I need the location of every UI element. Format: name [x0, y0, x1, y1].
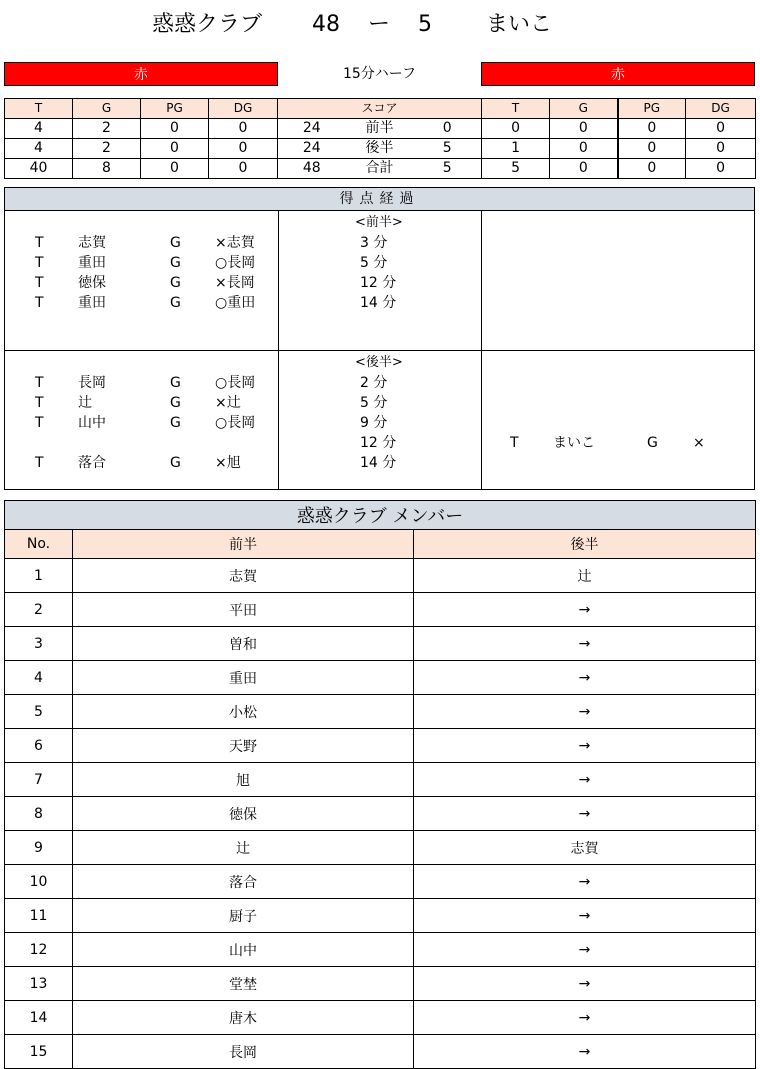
member-second-half: 志賀	[414, 831, 756, 865]
away-half-score: 0	[414, 119, 482, 139]
home-score: 48	[312, 12, 340, 37]
score-table	[4, 98, 756, 179]
table-row	[5, 865, 756, 899]
event-conversion-result: ×辻	[215, 395, 241, 411]
table-row	[5, 763, 756, 797]
home-t: 40	[5, 159, 73, 179]
event-conversion-result: ○長岡	[215, 255, 256, 271]
event-player: 徳保	[78, 275, 106, 291]
home-half-score: 24	[278, 119, 346, 139]
member-no: 12	[5, 933, 73, 967]
event-conversion-result: ○長岡	[215, 375, 256, 391]
event-type: T	[35, 415, 44, 431]
event-time: 14 分	[360, 455, 397, 471]
home-color-badge: 赤	[4, 62, 278, 86]
event-type: T	[35, 275, 44, 291]
table-row	[5, 933, 756, 967]
member-no: 15	[5, 1035, 73, 1069]
table-row	[5, 967, 756, 1001]
member-second-half: →	[414, 933, 756, 967]
member-first-half: 厨子	[73, 899, 414, 933]
event-player: 重田	[78, 255, 106, 271]
member-no: 6	[5, 729, 73, 763]
away-t: 0	[482, 119, 550, 139]
event-type: T	[35, 295, 44, 311]
event-player: 志賀	[78, 235, 106, 251]
event-conversion-result: ×旭	[215, 455, 241, 471]
member-second-half: →	[414, 593, 756, 627]
half-label: 前半	[346, 119, 414, 139]
col-header: PG	[618, 99, 686, 119]
event-conversion: G	[170, 295, 181, 311]
member-no: 7	[5, 763, 73, 797]
member-first-half: 堂埜	[73, 967, 414, 1001]
col-header: DG	[209, 99, 278, 119]
member-second-half: →	[414, 695, 756, 729]
away-g: 0	[550, 119, 618, 139]
away-t: 5	[482, 159, 550, 179]
table-row	[5, 627, 756, 661]
member-no: 2	[5, 593, 73, 627]
member-first-half: 小松	[73, 695, 414, 729]
half-divider	[5, 350, 754, 351]
event-conversion: G	[170, 415, 181, 431]
event-conversion: G	[170, 235, 181, 251]
member-no: 10	[5, 865, 73, 899]
away-color-badge: 赤	[481, 62, 755, 86]
member-first-half: 旭	[73, 763, 414, 797]
event-player: 重田	[78, 295, 106, 311]
col-header: T	[482, 99, 550, 119]
away-dg: 0	[686, 119, 756, 139]
away-pg: 0	[618, 159, 686, 179]
member-header-row	[5, 530, 756, 559]
event-conversion-result: ○重田	[215, 295, 256, 311]
event-player: 落合	[78, 455, 106, 471]
away-pg: 0	[618, 119, 686, 139]
col-header: G	[550, 99, 618, 119]
table-row	[5, 559, 756, 593]
table-row	[5, 1035, 756, 1069]
member-second-half: →	[414, 763, 756, 797]
member-first-half: 徳保	[73, 797, 414, 831]
event-player: 長岡	[78, 375, 106, 391]
event-type: T	[35, 395, 44, 411]
member-first-half: 重田	[73, 661, 414, 695]
score-header-row	[5, 99, 756, 119]
home-total-score: 48	[278, 159, 346, 179]
away-event-type: T	[510, 435, 519, 451]
col-header-first-half: 前半	[73, 530, 414, 559]
away-event-player: まいこ	[553, 435, 595, 451]
score-dash: ー	[368, 12, 391, 37]
event-player: 辻	[78, 395, 92, 411]
away-event-conversion: G	[647, 435, 658, 451]
match-format: 15分ハーフ	[342, 66, 417, 82]
home-g: 2	[73, 119, 141, 139]
member-second-half: →	[414, 797, 756, 831]
total-label: 合計	[346, 159, 414, 179]
first-half-label: <前半>	[355, 215, 403, 230]
col-header: PG	[141, 99, 209, 119]
member-no: 1	[5, 559, 73, 593]
member-second-half: 辻	[414, 559, 756, 593]
scoring-progress-title: 得点経過	[5, 188, 754, 211]
member-first-half: 天野	[73, 729, 414, 763]
home-t: 4	[5, 119, 73, 139]
member-no: 14	[5, 1001, 73, 1035]
home-team-name: 惑惑クラブ	[152, 12, 263, 37]
away-team-name: まいこ	[486, 12, 553, 37]
member-first-half: 唐木	[73, 1001, 414, 1035]
home-g: 2	[73, 139, 141, 159]
member-first-half: 落合	[73, 865, 414, 899]
event-time: 5 分	[360, 395, 388, 411]
table-row	[5, 831, 756, 865]
event-type: T	[35, 235, 44, 251]
event-conversion-result: ×志賀	[215, 235, 255, 251]
score-col-header: スコア	[278, 99, 482, 119]
table-row	[5, 593, 756, 627]
home-dg: 0	[209, 119, 278, 139]
member-second-half: →	[414, 967, 756, 1001]
half-label: 後半	[346, 139, 414, 159]
home-dg: 0	[209, 139, 278, 159]
table-row	[5, 899, 756, 933]
home-pg: 0	[141, 159, 209, 179]
home-pg: 0	[141, 139, 209, 159]
score-row-total	[5, 159, 756, 179]
member-no: 5	[5, 695, 73, 729]
event-time: 12 分	[360, 275, 397, 291]
col-header: DG	[686, 99, 756, 119]
member-no: 4	[5, 661, 73, 695]
event-time: 14 分	[360, 295, 397, 311]
member-table-title: 惑惑クラブ メンバー	[5, 501, 756, 530]
member-second-half: →	[414, 661, 756, 695]
scoring-progress-panel	[4, 187, 755, 490]
member-second-half: →	[414, 1035, 756, 1069]
member-no: 11	[5, 899, 73, 933]
away-total-score: 5	[414, 159, 482, 179]
away-score: 5	[418, 12, 432, 37]
table-row	[5, 729, 756, 763]
table-row	[5, 797, 756, 831]
event-time: 3 分	[360, 235, 388, 251]
member-first-half: 辻	[73, 831, 414, 865]
col-header: G	[73, 99, 141, 119]
member-no: 3	[5, 627, 73, 661]
event-conversion: G	[170, 255, 181, 271]
away-event-conversion-result: ×	[693, 435, 705, 451]
home-pg: 0	[141, 119, 209, 139]
member-table	[4, 500, 756, 1069]
home-dg: 0	[209, 159, 278, 179]
table-row	[5, 1001, 756, 1035]
event-time: 12 分	[360, 435, 397, 451]
event-player: 山中	[78, 415, 106, 431]
member-first-half: 曽和	[73, 627, 414, 661]
match-title	[0, 8, 760, 42]
table-row	[5, 695, 756, 729]
col-header: T	[5, 99, 73, 119]
member-second-half: →	[414, 1001, 756, 1035]
away-dg: 0	[686, 139, 756, 159]
away-pg: 0	[618, 139, 686, 159]
away-g: 0	[550, 139, 618, 159]
col-header-second-half: 後半	[414, 530, 756, 559]
home-g: 8	[73, 159, 141, 179]
event-time: 2 分	[360, 375, 388, 391]
member-no: 9	[5, 831, 73, 865]
member-first-half: 平田	[73, 593, 414, 627]
table-row	[5, 661, 756, 695]
event-type: T	[35, 375, 44, 391]
event-conversion: G	[170, 395, 181, 411]
member-second-half: →	[414, 865, 756, 899]
second-half-label: <後半>	[355, 355, 403, 370]
home-t: 4	[5, 139, 73, 159]
member-first-half: 山中	[73, 933, 414, 967]
away-g: 0	[550, 159, 618, 179]
event-time: 9 分	[360, 415, 388, 431]
member-first-half: 長岡	[73, 1035, 414, 1069]
event-conversion-result: ○長岡	[215, 415, 256, 431]
away-dg: 0	[686, 159, 756, 179]
member-second-half: →	[414, 627, 756, 661]
member-no: 8	[5, 797, 73, 831]
away-t: 1	[482, 139, 550, 159]
event-conversion: G	[170, 275, 181, 291]
score-row-first-half	[5, 119, 756, 139]
event-type: T	[35, 255, 44, 271]
home-half-score: 24	[278, 139, 346, 159]
event-type: T	[35, 455, 44, 471]
col-header-no: No.	[5, 530, 73, 559]
event-time: 5 分	[360, 255, 388, 271]
event-conversion: G	[170, 455, 181, 471]
member-no: 13	[5, 967, 73, 1001]
member-first-half: 志賀	[73, 559, 414, 593]
score-row-second-half	[5, 139, 756, 159]
member-second-half: →	[414, 729, 756, 763]
event-conversion-result: ×長岡	[215, 275, 255, 291]
member-second-half: →	[414, 899, 756, 933]
away-half-score: 5	[414, 139, 482, 159]
event-conversion: G	[170, 375, 181, 391]
